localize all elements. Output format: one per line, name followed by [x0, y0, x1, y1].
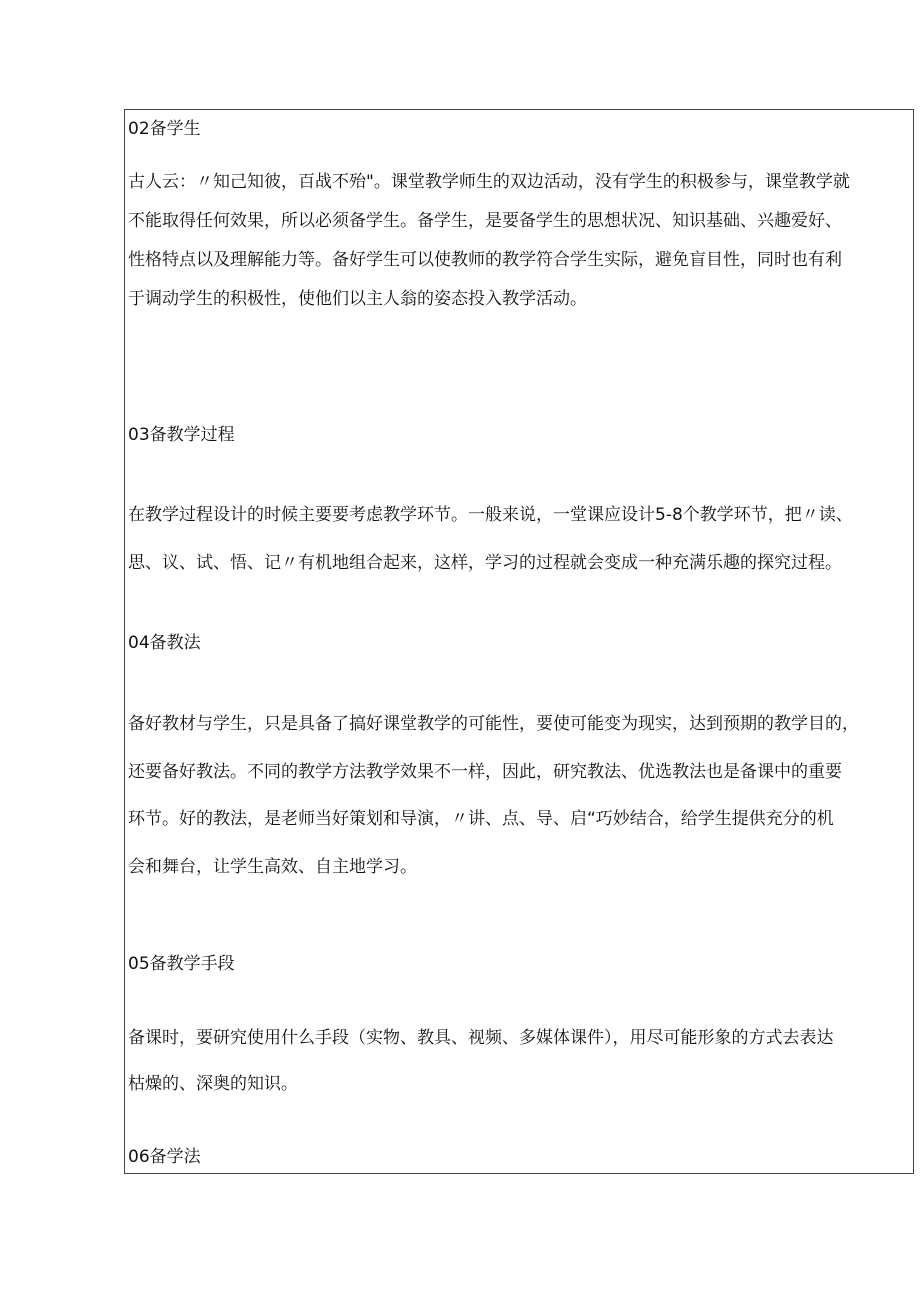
paragraph-line: 环节。好的教法，是老师当好策划和导演，〃讲、点、导、启“巧妙结合，给学生提供充分的机 [128, 809, 834, 829]
section-heading-02: 02备学生 [128, 119, 201, 139]
paragraph-line: 枯燥的、深奥的知识。 [128, 1074, 298, 1094]
paragraph-line: 不能取得任何效果，所以必须备学生。备学生，是要备学生的思想状况、知识基础、兴趣爱好、 [128, 211, 842, 231]
paragraph-line: 于调动学生的积极性，使他们以主人翁的姿态投入教学活动。 [128, 289, 587, 309]
paragraph-line: 还要备好教法。不同的教学方法教学效果不一样，因此，研究教法、优选教法也是备课中的重要 [128, 762, 842, 782]
paragraph-line: 古人云：〃知己知彼，百战不殆"。课堂教学师生的双边活动，没有学生的积极参与，课堂教学就 [128, 172, 850, 192]
section-heading-05: 05备教学手段 [128, 954, 235, 974]
section-heading-03: 03备教学过程 [128, 425, 235, 445]
paragraph-line: 在教学过程设计的时候主要要考虑教学环节。一般来说，一堂课应设计5-8个教学环节，把〃读、 [128, 505, 853, 525]
section-heading-06: 06备学法 [128, 1147, 201, 1167]
section-heading-04: 04备教法 [128, 633, 201, 653]
paragraph-line: 备课时，要研究使用什么手段（实物、教具、视频、多媒体课件），用尽可能形象的方式去表达 [128, 1028, 834, 1048]
paragraph-line: 会和舞台，让学生高效、自主地学习。 [128, 857, 417, 877]
paragraph-line: 性格特点以及理解能力等。备好学生可以使教师的教学符合学生实际，避免盲目性，同时也有利 [128, 250, 842, 270]
document-frame [124, 109, 914, 1174]
paragraph-line: 思、议、试、悟、记〃有机地组合起来，这样，学习的过程就会变成一种充满乐趣的探究过程。 [128, 553, 842, 573]
paragraph-line: 备好教材与学生，只是具备了搞好课堂教学的可能性，要使可能变为现实，达到预期的教学目的， [128, 714, 859, 734]
